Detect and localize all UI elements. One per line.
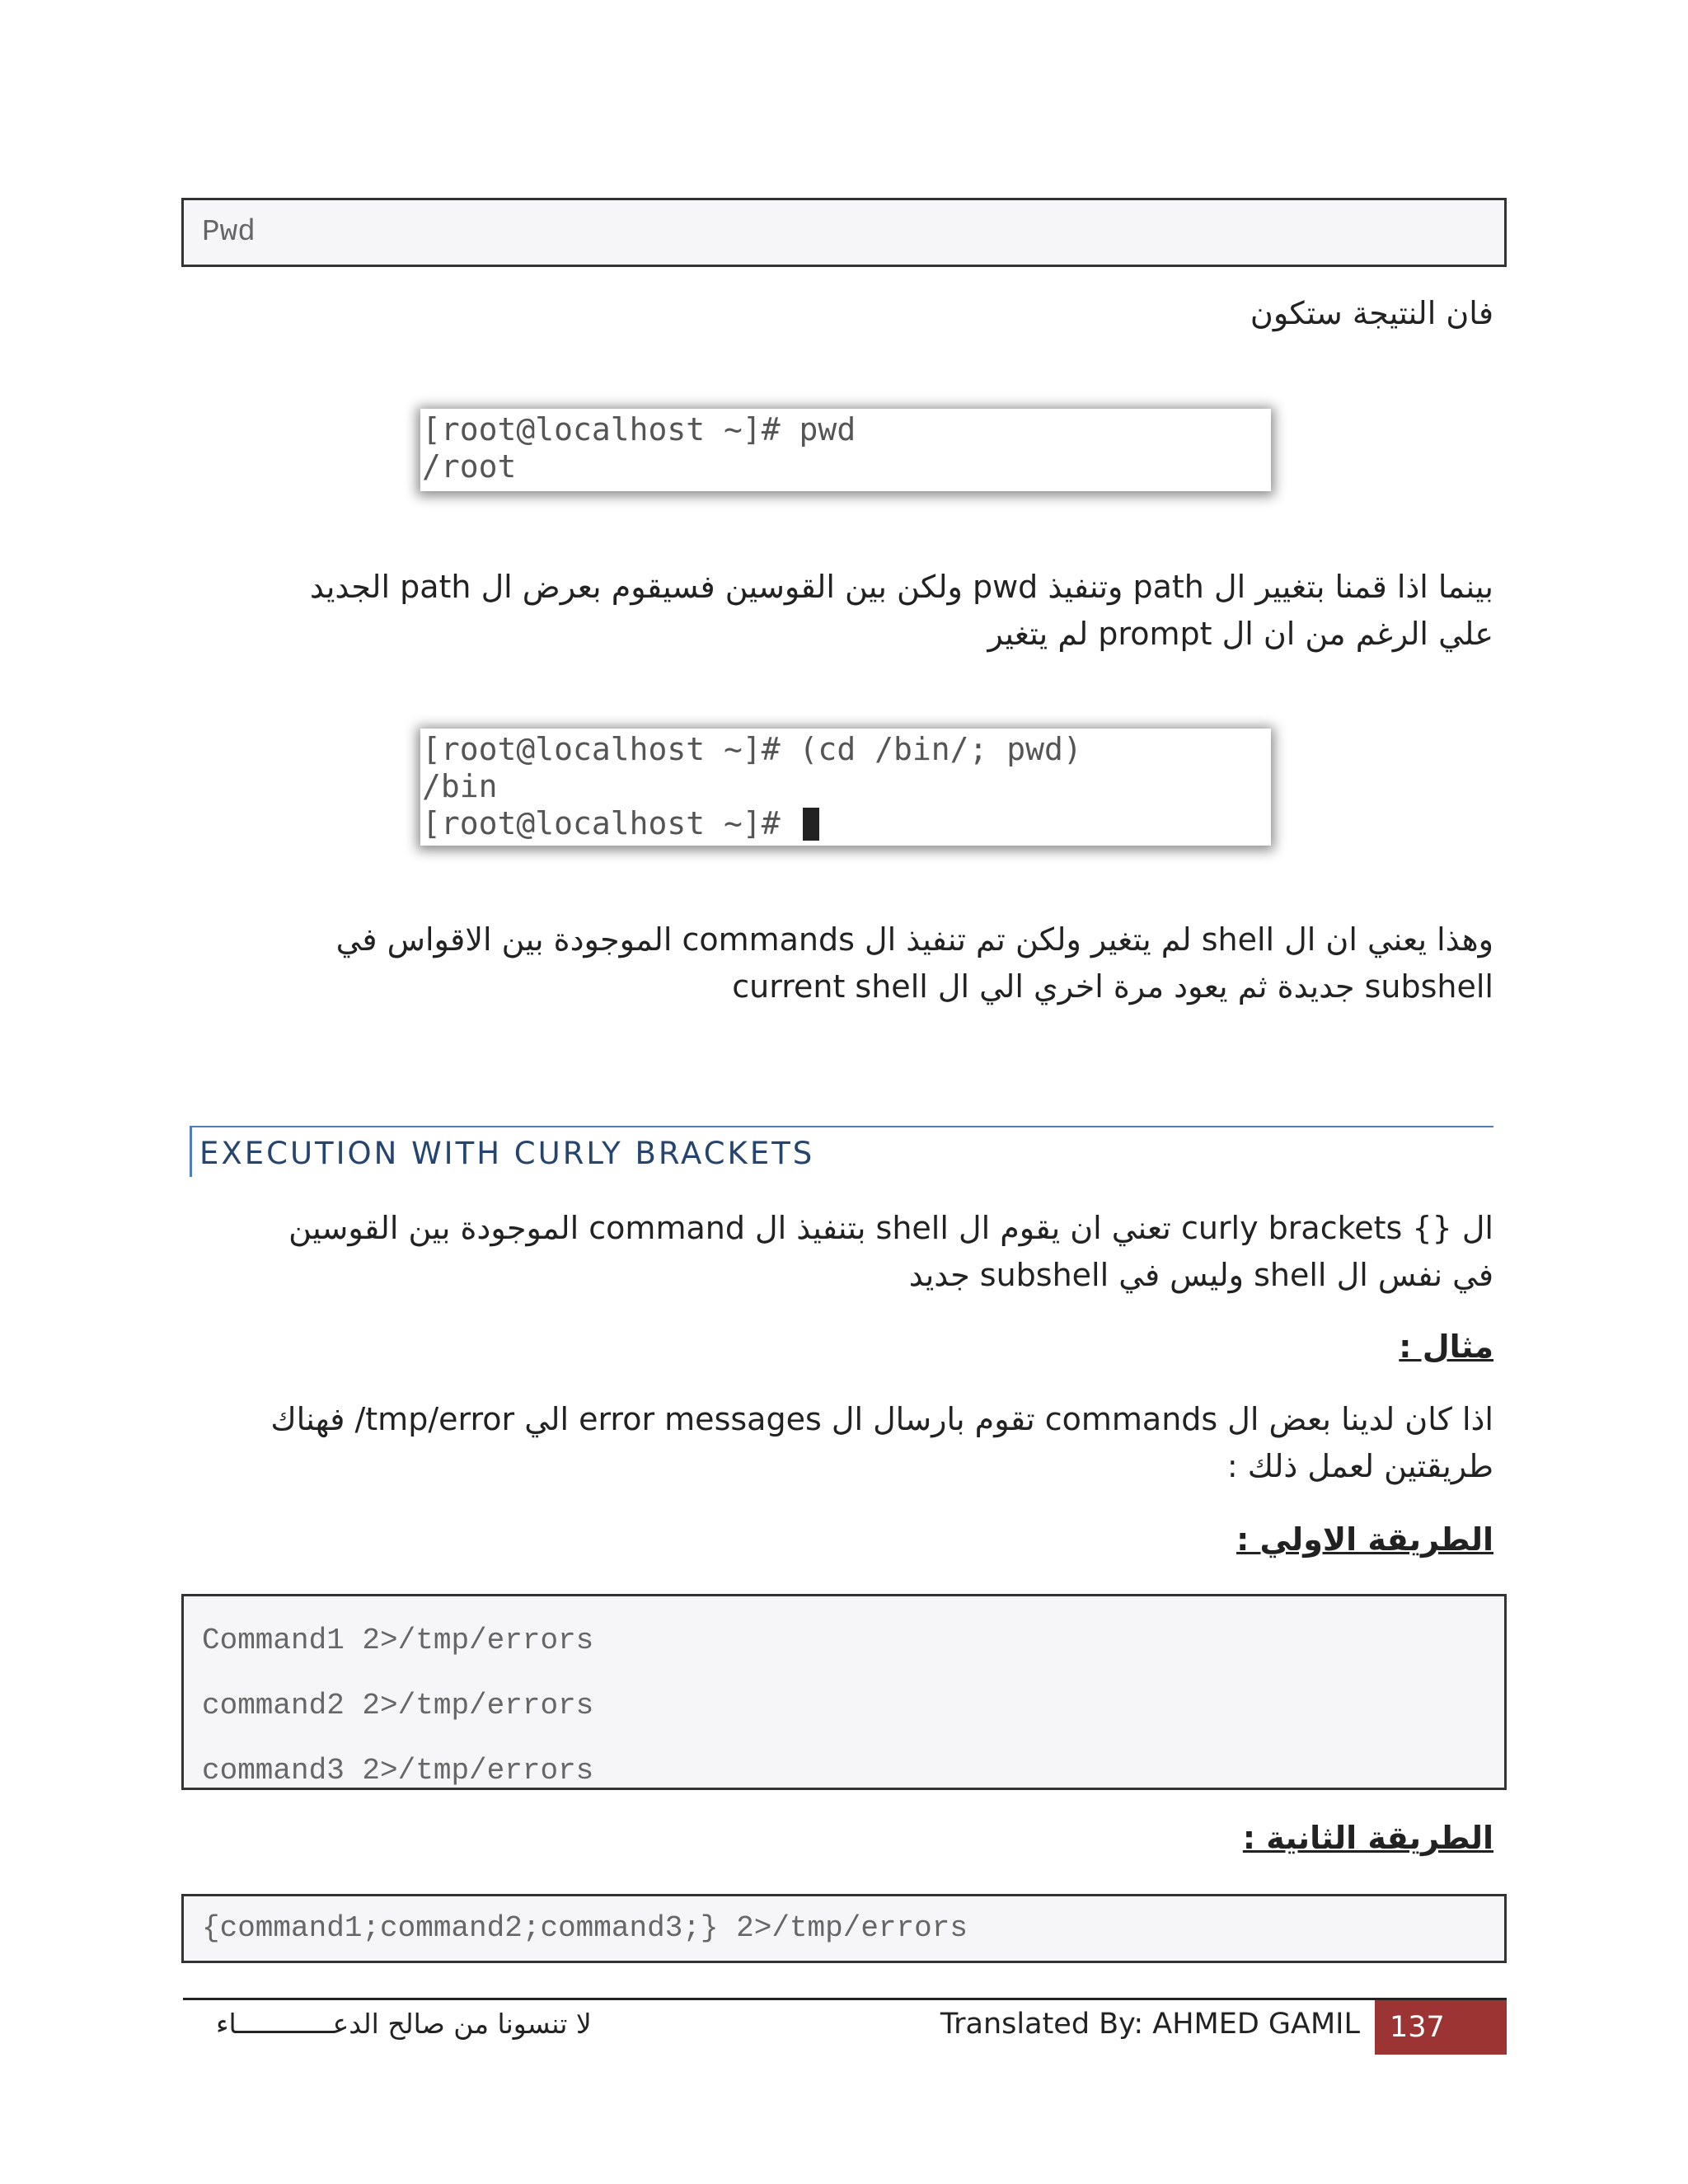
terminal-prompt-line [422,805,1271,842]
paragraph-line: ال {} curly brackets تعني ان يقوم ال shell بتنفيذ ال command الموجودة بين القوسين [288,1210,1493,1246]
page-number: 137 [1375,2000,1507,2055]
code-line: {command1;command2;command3;} 2>/tmp/errors [202,1911,968,1945]
paragraph-line: في نفس ال shell وليس في subshell جديد [908,1257,1493,1293]
code-line: Pwd [202,215,256,249]
method2-label: الطريقة الثانية : [1242,1820,1493,1856]
paragraph-line: subshell جديدة ثم يعود مرة اخري الي ال current shell [732,968,1493,1005]
paragraph-line: بينما اذا قمنا بتغيير ال path وتنفيذ pwd ولكن بين القوسين فسيقوم بعرض ال path الجديد [309,569,1493,605]
paragraph-line: علي الرغم من ان ال prompt لم يتغير [987,616,1493,652]
footer-credit: Translated By: AHMED GAMIL [940,2008,1360,2041]
code-line: command2 2>/tmp/errors [202,1689,594,1722]
code-line: command3 2>/tmp/errors [202,1754,594,1788]
footer-dua: لا تنسونا من صالح الدعــــــــــــاء [216,2008,592,2040]
paragraph-line: اذا كان لدينا بعض ال commands تقوم بارسال ال error messages الي tmp/error/ فهناك [270,1401,1493,1437]
terminal-line: [root@localhost ~]# (cd /bin/; pwd) [422,731,1082,767]
code-block-pwd [181,198,1507,267]
terminal-screenshot-subshell [420,729,1271,846]
example-label: مثال : [1399,1329,1493,1365]
code-block-method1 [181,1594,1507,1790]
terminal-line: /bin [422,768,498,804]
paragraph-error-messages [270,1396,1493,1490]
method1-label: الطريقة الاولي : [1236,1521,1493,1558]
paragraph-line: طريقتين لعمل ذلك : [1226,1448,1493,1484]
section-heading: EXECUTION WITH CURLY BRACKETS [190,1126,1493,1177]
code-line: Command1 2>/tmp/errors [202,1624,594,1657]
paragraph-path-change [310,564,1493,658]
paragraph-line: وهذا يعني ان ال shell لم يتغير ولكن تم تنفيذ ال commands الموجودة بين الاقواس في [335,921,1493,958]
terminal-line: [root@localhost ~]# pwd [422,411,856,448]
paragraph-subshell [336,916,1493,1010]
terminal-screenshot-pwd [420,409,1271,491]
code-block-method2 [181,1894,1507,1963]
cursor-block [803,808,819,841]
terminal-prompt: [root@localhost ~]# [422,805,799,841]
result-text: فان النتيجة ستكون [1250,295,1493,331]
footer-divider [183,1998,1507,2000]
terminal-line: /root [422,448,517,485]
paragraph-curly-brackets [288,1205,1493,1299]
